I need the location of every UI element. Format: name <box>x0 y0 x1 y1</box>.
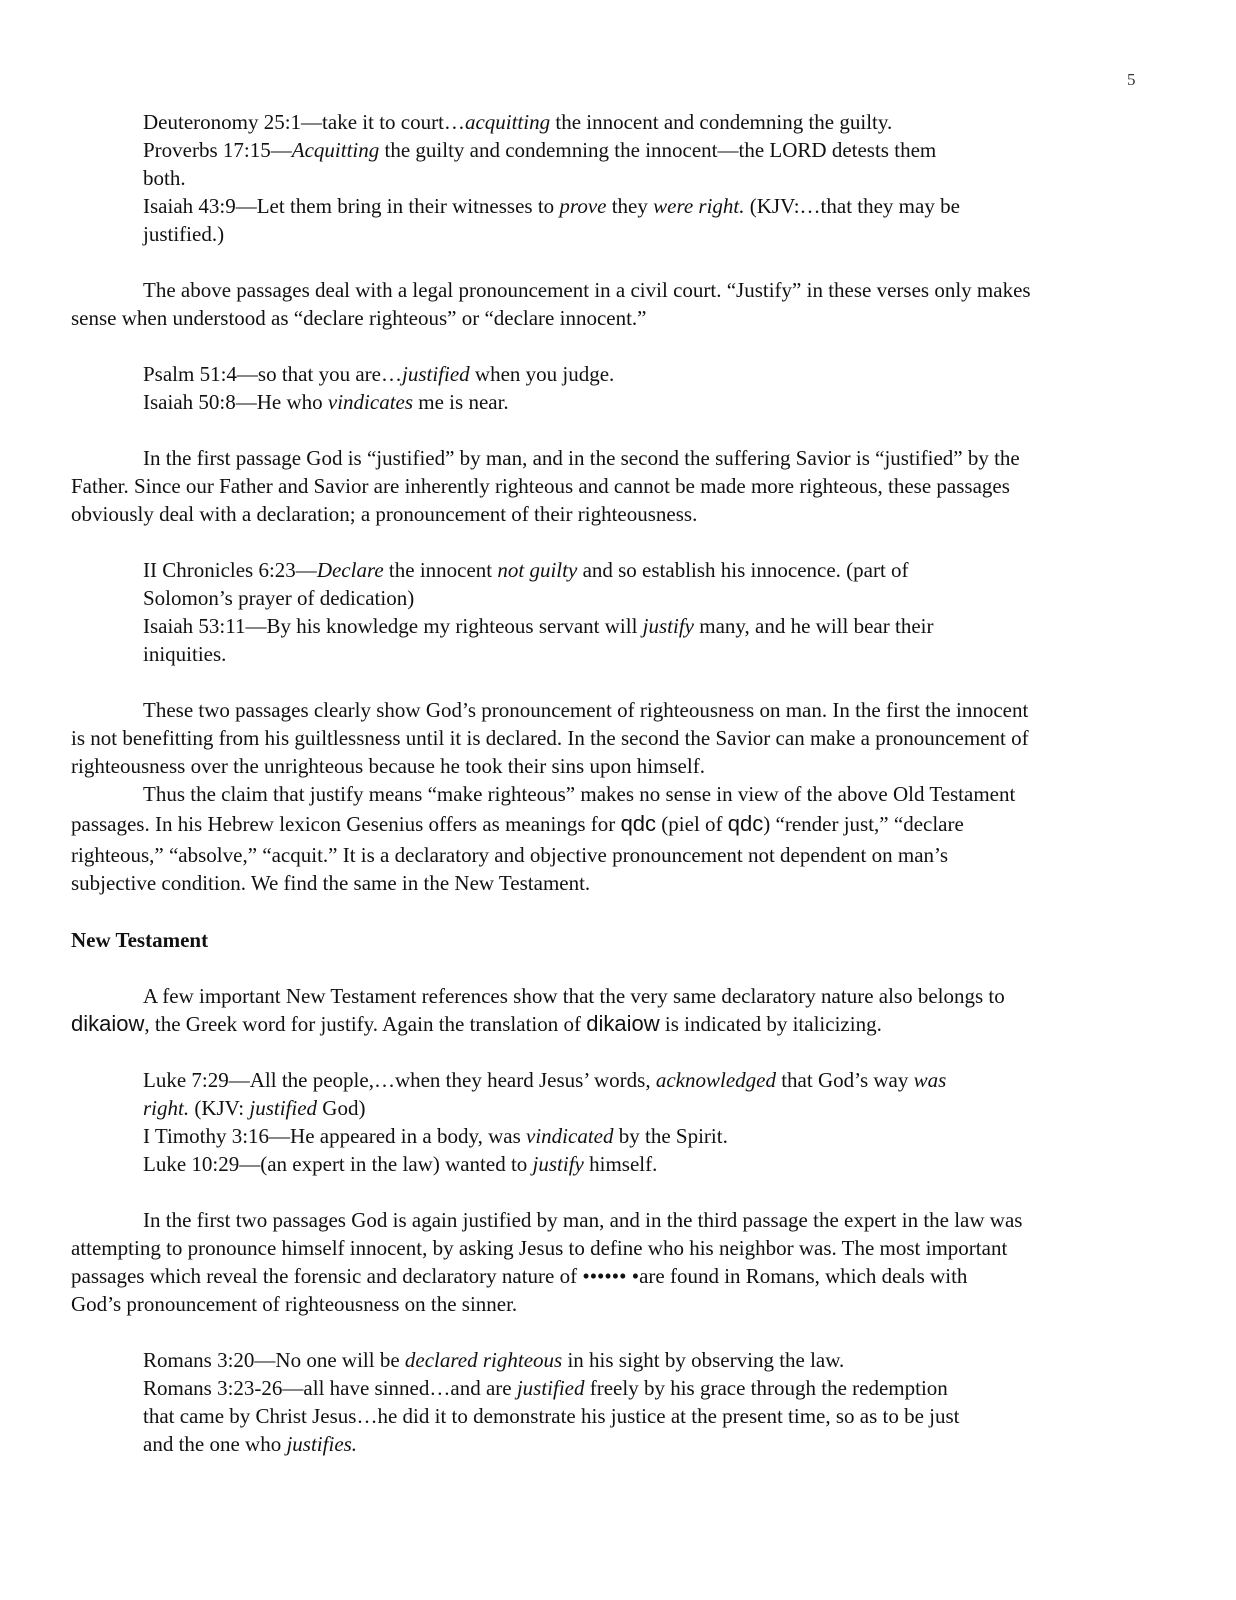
text-segment: when you judge. <box>469 362 615 386</box>
text-segment: is not benefitting from his guiltlessness until it is declared. In the second the Savior can make a pronouncement of <box>71 726 1029 750</box>
text-segment: God’s pronouncement of righteousness on the sinner. <box>71 1292 518 1316</box>
text-segment: Isaiah 53:11—By his knowledge my righteous servant will <box>143 614 643 638</box>
text-segment: and so establish his innocence. (part of <box>577 558 909 582</box>
section-heading <box>71 926 208 954</box>
text-segment: himself. <box>583 1152 658 1176</box>
italic-text: justifies. <box>286 1432 358 1456</box>
text-segment: Deuteronomy 25:1—take it to court… <box>143 110 465 134</box>
text-segment: many, and he will bear their <box>694 614 934 638</box>
italic-text: justified <box>401 362 470 386</box>
text-segment: Psalm 51:4—so that you are… <box>143 362 402 386</box>
text-segment: that God’s way <box>775 1068 914 1092</box>
text-segment: by the Spirit. <box>613 1124 728 1148</box>
text-segment: the innocent and condemning the guilty. <box>550 110 893 134</box>
text-segment: the guilty and condemning the innocent—the LORD detests them <box>379 138 937 162</box>
text-line <box>71 752 705 780</box>
transliterated-word: qdc <box>727 811 764 836</box>
italic-text: prove <box>559 194 607 218</box>
text-line <box>143 164 186 192</box>
text-segment: in his sight by observing the law. <box>562 1348 845 1372</box>
text-segment: Romans 3:23-26—all have sinned…and are <box>143 1376 517 1400</box>
text-segment: In the first passage God is “justified” by man, and in the second the suffering Savior is “justified” by the <box>143 446 1020 470</box>
text-line <box>143 640 226 668</box>
text-line <box>71 1234 1007 1262</box>
text-segment: sense when understood as “declare righteous” or “declare innocent.” <box>71 306 647 330</box>
heading-text: New Testament <box>71 928 209 952</box>
text-segment: Thus the claim that justify means “make righteous” makes no sense in view of the above Old Testament <box>143 782 1016 806</box>
text-segment: passages which reveal the forensic and declaratory nature of •••••• •are found in Romans, which deals with <box>71 1264 968 1288</box>
text-segment: they <box>606 194 654 218</box>
text-line <box>143 1066 946 1094</box>
text-segment: Isaiah 50:8—He who <box>143 390 328 414</box>
text-segment: Luke 10:29—(an expert in the law) wanted to <box>143 1152 533 1176</box>
text-segment: both. <box>143 166 186 190</box>
text-segment: righteousness over the unrighteous because he took their sins upon himself. <box>71 754 705 778</box>
text-line <box>143 388 509 416</box>
text-segment: and the one who <box>143 1432 287 1456</box>
text-segment: Luke 7:29—All the people,…when they heard Jesus’ words, <box>143 1068 656 1092</box>
text-segment: subjective condition. We find the same in the New Testament. <box>71 871 591 895</box>
italic-text: vindicates <box>327 390 414 414</box>
italic-text: acknowledged <box>655 1068 776 1092</box>
text-line <box>71 1262 967 1290</box>
text-segment: is indicated by italicizing. <box>659 1012 882 1036</box>
text-line <box>143 1150 657 1178</box>
text-segment: justified.) <box>143 222 225 246</box>
text-segment: (KJV:…that they may be <box>744 194 960 218</box>
text-line <box>143 1346 844 1374</box>
text-line <box>143 1374 948 1402</box>
text-segment: righteous,” “absolve,” “acquit.” It is a declaratory and objective pronouncement not dependent on man’s <box>71 843 949 867</box>
italic-text: justify <box>532 1152 584 1176</box>
text-segment: obviously deal with a declaration; a pronouncement of their righteousness. <box>71 502 698 526</box>
italic-text: acquitting <box>464 110 551 134</box>
text-line <box>143 136 936 164</box>
text-segment: freely by his grace through the redemption <box>584 1376 948 1400</box>
italic-text: was <box>913 1068 947 1092</box>
italic-text: justified <box>516 1376 585 1400</box>
text-segment: the innocent <box>383 558 498 582</box>
text-segment: Solomon’s prayer of dedication) <box>143 586 415 610</box>
text-line <box>143 1122 728 1150</box>
text-line <box>143 276 1031 304</box>
text-line <box>143 1094 365 1122</box>
text-line <box>143 220 224 248</box>
page-number: 5 <box>1127 70 1136 89</box>
italic-text: declared righteous <box>404 1348 563 1372</box>
text-segment: II Chronicles 6:23— <box>143 558 317 582</box>
italic-text: justify <box>642 614 694 638</box>
text-line <box>71 304 647 332</box>
text-segment: These two passages clearly show God’s pronouncement of righteousness on man. In the first the innocent <box>143 698 1029 722</box>
italic-text: Acquitting <box>291 138 380 162</box>
italic-text: Declare <box>316 558 384 582</box>
text-segment: Father. Since our Father and Savior are inherently righteous and cannot be made more righteous, these passages <box>71 474 1010 498</box>
text-line <box>143 1206 1022 1234</box>
text-segment: passages. In his Hebrew lexicon Gesenius offers as meanings for <box>71 812 621 836</box>
italic-text: justified <box>249 1096 318 1120</box>
text-segment: (piel of <box>656 812 728 836</box>
text-segment: Proverbs 17:15— <box>143 138 292 162</box>
italic-text: right. <box>143 1096 190 1120</box>
text-segment: A few important New Testament references show that the very same declaratory nature also belongs to <box>143 984 1005 1008</box>
text-segment: In the first two passages God is again justified by man, and in the third passage the expert in the law was <box>143 1208 1023 1232</box>
italic-text: were right. <box>653 194 745 218</box>
italic-text: vindicated <box>526 1124 614 1148</box>
text-segment: The above passages deal with a legal pronouncement in a civil court. “Justify” in these verses only makes <box>143 278 1031 302</box>
transliterated-word: dikaiow <box>71 1011 145 1036</box>
transliterated-word: qdc <box>620 811 657 836</box>
text-line <box>143 780 1015 808</box>
text-line <box>71 841 948 869</box>
text-line <box>71 1010 882 1038</box>
text-segment: iniquities. <box>143 642 227 666</box>
text-line <box>71 1290 517 1318</box>
text-segment: Isaiah 43:9—Let them bring in their witnesses to <box>143 194 560 218</box>
text-line <box>143 556 909 584</box>
text-segment: me is near. <box>413 390 509 414</box>
text-segment: that came by Christ Jesus…he did it to demonstrate his justice at the present time, so as to be just <box>143 1404 960 1428</box>
text-segment: ) “render just,” “declare <box>763 812 964 836</box>
text-line <box>143 192 960 220</box>
text-line <box>143 696 1028 724</box>
text-line <box>143 1430 357 1458</box>
text-segment: (KJV: <box>189 1096 250 1120</box>
text-line <box>71 472 1010 500</box>
text-line <box>143 584 414 612</box>
transliterated-word: dikaiow <box>586 1011 660 1036</box>
text-line <box>71 724 1029 752</box>
text-line <box>71 869 590 897</box>
text-line <box>143 108 892 136</box>
text-line <box>71 810 964 838</box>
text-line <box>143 982 1005 1010</box>
text-line <box>143 1402 960 1430</box>
italic-text: not guilty <box>497 558 578 582</box>
text-segment: I Timothy 3:16—He appeared in a body, was <box>143 1124 527 1148</box>
text-line <box>143 444 1020 472</box>
text-segment: , the Greek word for justify. Again the translation of <box>144 1012 587 1036</box>
text-segment: God) <box>317 1096 366 1120</box>
text-line <box>71 500 697 528</box>
text-line <box>143 612 933 640</box>
text-line <box>143 360 614 388</box>
text-segment: attempting to pronounce himself innocent, by asking Jesus to define who his neighbor was. The most important <box>71 1236 1008 1260</box>
text-segment: Romans 3:20—No one will be <box>143 1348 405 1372</box>
